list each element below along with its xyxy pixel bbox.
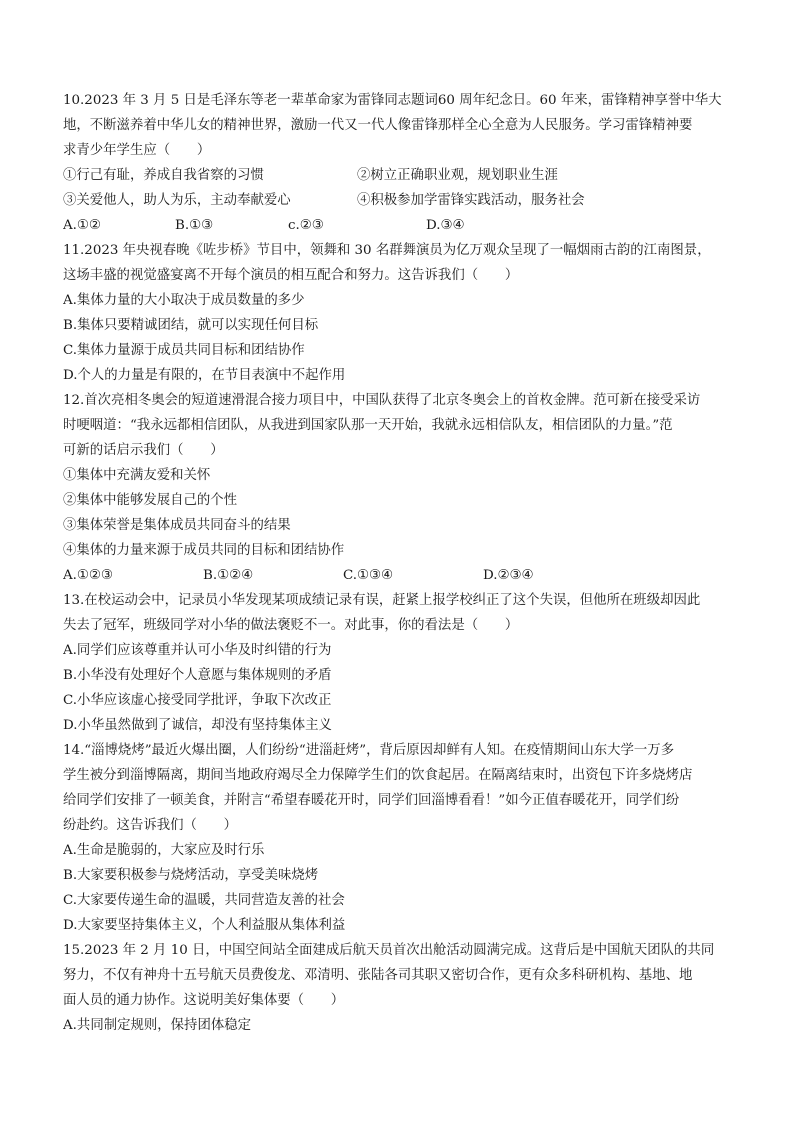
statement-1: ①行己有耻，养成自我省察的习惯: [63, 168, 264, 183]
statement-row: [63, 163, 733, 188]
option-c: C.集体力量源于成员共同目标和团结协作: [63, 343, 305, 358]
question-14: [63, 738, 733, 938]
option-a: A.①②: [63, 218, 101, 233]
statement-3: ③集体荣誉是集体成员共同奋斗的结果: [63, 518, 291, 533]
option-c: C.①③④: [343, 568, 394, 583]
question-13: [63, 588, 733, 738]
question-stem-line: 纷赴约。这告诉我们（ ）: [63, 818, 238, 833]
question-stem-line: 地，不断滋养着中华儿女的精神世界，激励一代又一代人像雷锋那样全心全意为人民服务。学习雷锋精神要: [63, 118, 693, 133]
question-stem-line: 面人员的通力协作。这说明美好集体要（ ）: [63, 993, 345, 1008]
option-d: D.小华虽然做到了诚信，却没有坚持集体主义: [63, 718, 332, 733]
question-stem-line: 学生被分到淄博隔离，期间当地政府竭尽全力保障学生们的饮食起居。在隔离结束时，出资包下许多烧烤店: [63, 768, 693, 783]
option-b: B.①②④: [203, 568, 254, 583]
option-b: B.集体只要精诚团结，就可以实现任何目标: [63, 318, 319, 333]
option-a: A.同学们应该尊重并认可小华及时纠错的行为: [63, 643, 332, 658]
question-stem-line: 12.首次亮相冬奥会的短道速滑混合接力项目中，中国队获得了北京冬奥会上的首枚金牌。范可新在接受采访: [63, 393, 701, 408]
option-d: D.③④: [426, 218, 465, 233]
question-stem-line: 14.“淄博烧烤”最近火爆出圈，人们纷纷“进淄赶烤”，背后原因却鲜有人知。在疫情期间山东大学一万多: [63, 743, 675, 758]
options-row: [63, 213, 733, 238]
question-11: [63, 238, 733, 388]
question-stem-line: 15.2023 年 2 月 10 日，中国空间站全面建成后航天员首次出舱活动圆满完成。这背后是中国航天团队的共同: [63, 943, 715, 958]
statement-row: [63, 188, 733, 213]
statement-2: ②树立正确职业观，规划职业生涯: [357, 168, 558, 183]
exam-page: [63, 88, 733, 1038]
option-a: A.生命是脆弱的，大家应及时行乐: [63, 843, 265, 858]
question-stem-line: 失去了冠军，班级同学对小华的做法褒贬不一。对此事，你的看法是（ ）: [63, 618, 519, 633]
statement-3: ③关爱他人，助人为乐，主动奉献爱心: [63, 193, 291, 208]
question-stem-line: 13.在校运动会中，记录员小华发现某项成绩记录有误，赶紧上报学校纠正了这个失误，但他所在班级却因此: [63, 593, 701, 608]
question-12: [63, 388, 733, 588]
option-a: A.集体力量的大小取决于成员数量的多少: [63, 293, 305, 308]
statement-1: ①集体中充满友爱和关怀: [63, 468, 211, 483]
question-stem-line: 求青少年学生应（ ）: [63, 143, 211, 158]
question-stem-line: 给同学们安排了一顿美食，并附言“希望春暖花开时，同学们回淄博看看！”如今正值春暖花开，同学们纷: [63, 793, 680, 808]
statement-4: ④集体的力量来源于成员共同的目标和团结协作: [63, 543, 345, 558]
statement-4: ④积极参加学雷锋实践活动，服务社会: [357, 193, 585, 208]
option-d: D.个人的力量是有限的，在节目表演中不起作用: [63, 368, 346, 383]
option-a: A.共同制定规则，保持团体稳定: [63, 1018, 252, 1033]
option-b: B.大家要积极参与烧烤活动，享受美味烧烤: [63, 868, 319, 883]
option-d: D.②③④: [483, 568, 534, 583]
question-stem-line: 10.2023 年 3 月 5 日是毛泽东等老一辈革命家为雷锋同志题词60 周年纪念日。60 年来，雷锋精神享誉中华大: [63, 93, 722, 108]
question-stem-line: 可新的话启示我们（ ）: [63, 443, 224, 458]
option-b: B.小华没有处理好个人意愿与集体规则的矛盾: [63, 668, 332, 683]
question-stem-line: 时哽咽道：“我永远都相信团队，从我进到国家队那一天开始，我就永远相信队友，相信团队的力量。”范: [63, 418, 673, 433]
option-d: D.大家要坚持集体主义，个人利益服从集体利益: [63, 918, 346, 933]
statement-2: ②集体中能够发展自己的个性: [63, 493, 238, 508]
option-b: B.①③: [175, 218, 214, 233]
question-stem-line: 这场丰盛的视觉盛宴离不开每个演员的相互配合和努力。这告诉我们（ ）: [63, 268, 519, 283]
options-row: [63, 563, 733, 588]
option-c: C.大家要传递生命的温暖，共同营造友善的社会: [63, 893, 345, 908]
option-c: c.②③: [288, 218, 324, 233]
question-stem-line: 努力，不仅有神舟十五号航天员费俊龙、邓清明、张陆各司其职又密切合作，更有众多科研机构、基地、地: [63, 968, 693, 983]
question-stem-line: 11.2023 年央视春晚《咗步桥》节目中，领舞和 30 名群舞演员为亿万观众呈现了一幅烟雨古韵的江南图景，: [63, 243, 711, 258]
option-a: A.①②③: [63, 568, 113, 583]
question-10: [63, 88, 733, 238]
option-c: C.小华应该虚心接受同学批评，争取下次改正: [63, 693, 332, 708]
question-15: [63, 938, 733, 1038]
